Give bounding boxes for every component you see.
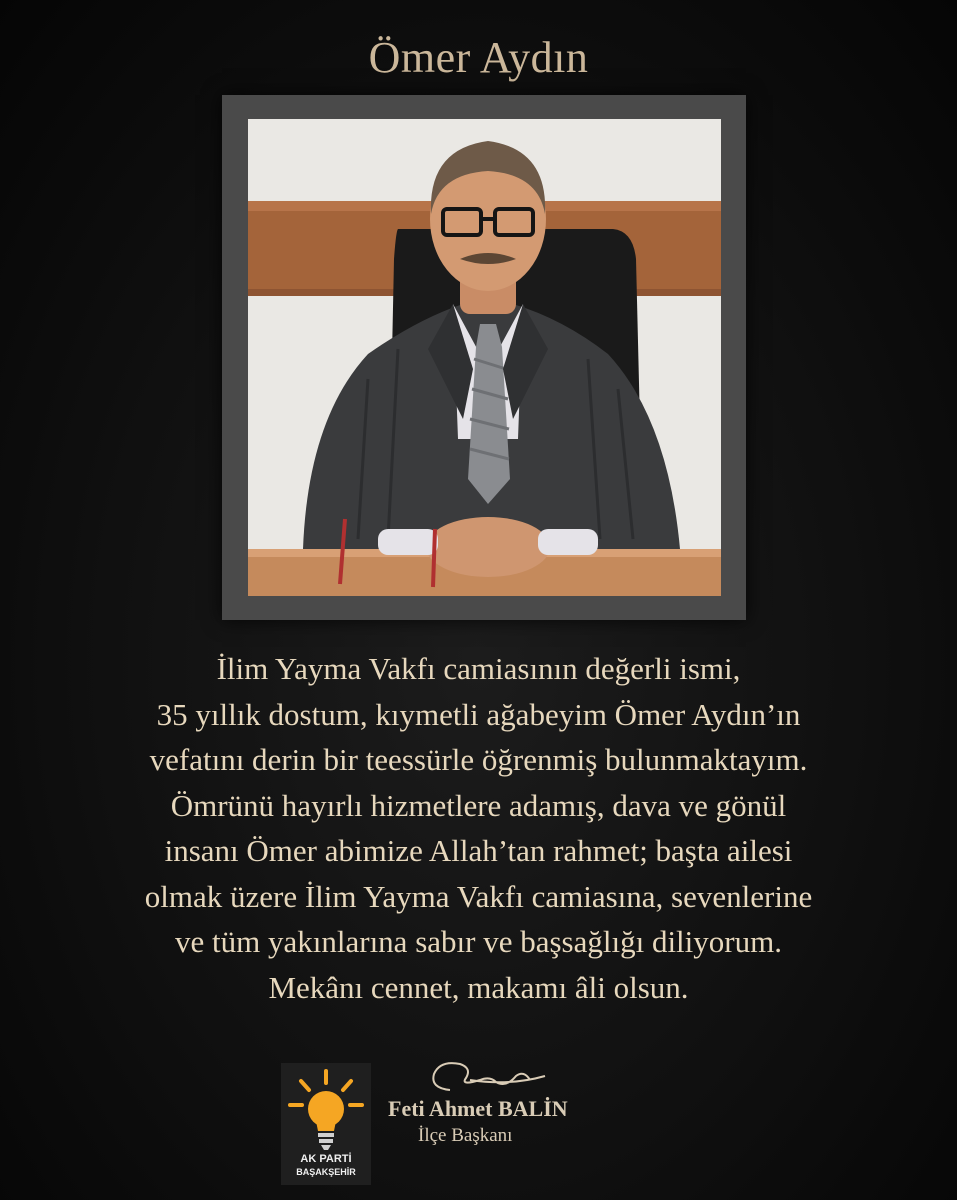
message-line: İlim Yayma Vakfı camiasının değerli ismi,	[216, 651, 741, 686]
photo-frame	[222, 95, 746, 620]
party-logo	[281, 1063, 371, 1185]
message-line: Mekânı cennet, makamı âli olsun.	[268, 969, 689, 1005]
logo-line-1: AK PARTİ	[300, 1153, 352, 1165]
signer-role: İlçe Başkanı	[418, 1125, 513, 1146]
condolence-message	[30, 646, 927, 1010]
message-line: Ömrünü hayırlı hizmetlere adamış, dava ve gönül	[170, 787, 787, 823]
message-line: olmak üzere İlim Yayma Vakfı camiasına, sevenlerine	[144, 878, 813, 914]
message-line: insanı Ömer abimize Allah’tan rahmet; başta ailesi	[164, 833, 793, 868]
message-line: vefatını derin bir teessürle öğrenmiş bulunmaktayım.	[149, 742, 808, 777]
lightbulb-icon	[281, 1063, 371, 1153]
signer-name: Feti Ahmet BALİN	[388, 1096, 568, 1121]
message-line: 35 yıllık dostum, kıymetli ağabeyim Ömer Aydın’ın	[156, 696, 801, 732]
logo-line-2: BAŞAKŞEHİR	[296, 1167, 356, 1177]
signature	[420, 1050, 550, 1100]
page-title: Ömer Aydın	[368, 33, 589, 82]
message-line: ve tüm yakınlarına sabır ve başsağlığı diliyorum.	[175, 924, 782, 959]
portrait-photo	[248, 119, 721, 596]
